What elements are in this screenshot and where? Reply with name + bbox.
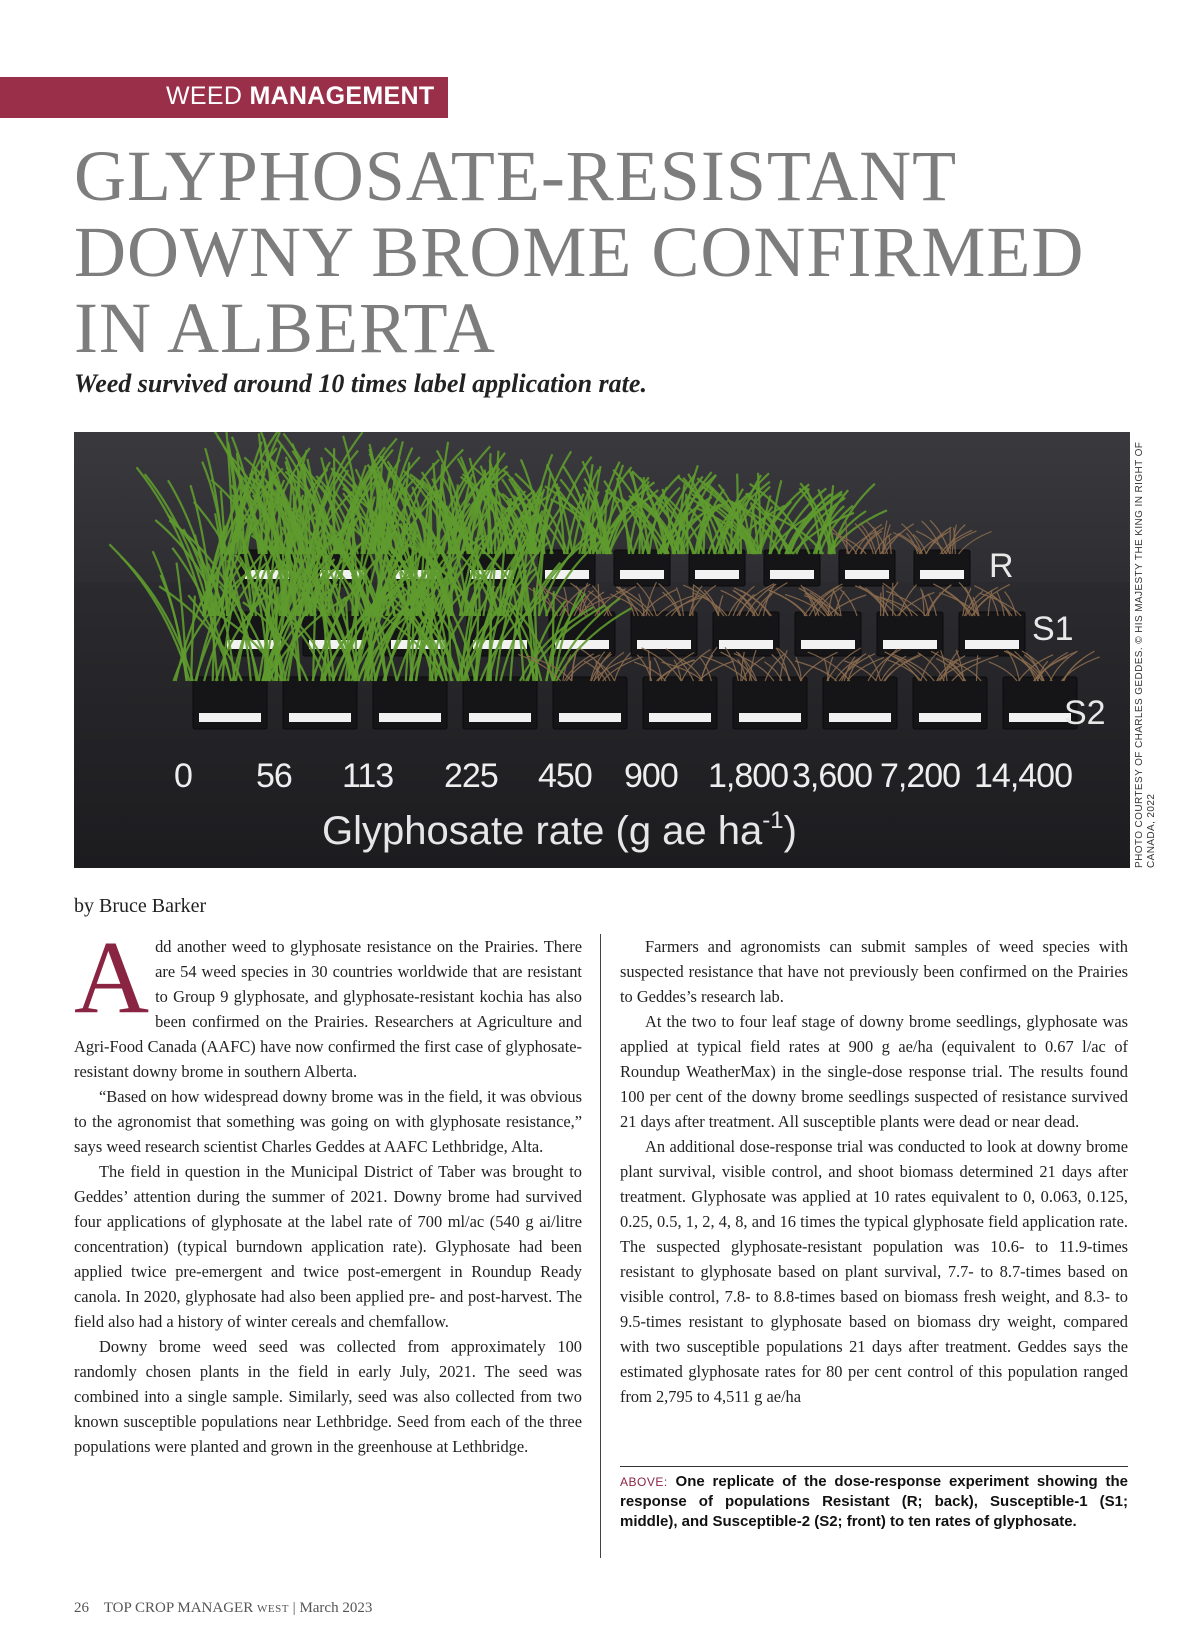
byline: by Bruce Barker — [74, 895, 207, 917]
plant-pot — [373, 677, 447, 729]
magazine-edition: WEST — [256, 1603, 289, 1615]
plant-pot — [733, 677, 807, 729]
caption-rule — [620, 1466, 1128, 1467]
rate-label: 3,600 — [792, 757, 873, 795]
article-column-right — [620, 934, 1128, 1409]
section-label-light: WEED — [166, 82, 250, 110]
article-column-left — [74, 920, 582, 1459]
photo-caption — [620, 1472, 1128, 1532]
rate-label: 1,800 — [708, 757, 789, 795]
headline: GLYPHOSATE-RESISTANT DOWNY BROME CONFIRMED IN ALBERTA — [74, 136, 1085, 368]
caption-text: One replicate of the dose-response experiment showing the response of populations Resistant (R; back), Susceptible-1 (S1; middle), and Susceptible-2 (S2; front) to ten rates of glyphosate. — [620, 1473, 1128, 1530]
axis-label-text: Glyphosate rate (g ae ha — [322, 809, 763, 853]
plant-pot — [713, 612, 779, 656]
plant-pot — [539, 550, 595, 586]
subhead: Weed survived around 10 times label application rate. — [74, 369, 647, 398]
rate-label: 14,400 — [974, 757, 1072, 795]
paragraph: Downy brome weed seed was collected from approximately 100 randomly chosen plants in the field in early July, 2021. The seed was combined into a single sample. Similarly, seed was also collected from two known susceptible populations near Lethbridge. Seed from each of the three populations were planted and grown in the greenhouse at Lethbridge. — [74, 1337, 582, 1456]
page-footer — [74, 1600, 372, 1617]
plant-pot — [914, 550, 970, 586]
plant-pot — [553, 677, 627, 729]
rate-label: 0 — [174, 757, 192, 795]
plant-pot — [877, 612, 943, 656]
axis-label — [322, 807, 797, 853]
rate-label: 225 — [444, 757, 498, 795]
rate-label: 56 — [256, 757, 292, 795]
plant-pot — [764, 550, 820, 586]
paragraph: The field in question in the Municipal District of Taber was brought to Geddes’ attention during the summer of 2021. Downy brome had survived four applications of glyphosate at the label rate of 700 ml/ac (540 g ai/litre concentration) (typical burndown application rate). Glyphosate had been applied twice pre-emergent and twice post-emergent in Roundup Ready canola. In 2020, glyphosate had also been applied pre- and post-harvest. The field also had a history of winter cereals and chemfallow. — [74, 1162, 582, 1331]
rate-label: 7,200 — [880, 757, 961, 795]
row-label-s2: S2 — [1064, 694, 1106, 732]
rate-label: 113 — [342, 757, 394, 795]
plant-pot — [959, 612, 1025, 656]
magazine-name: TOP CROP MANAGER — [103, 1600, 254, 1616]
paragraph: At the two to four leaf stage of downy brome seedlings, glyphosate was applied at typical field rates at 900 g ae/ha (equivalent to 0.67 l/ac of Roundup WeatherMax) in the single-dose response trial. The results found 100 per cent of the downy brome seedlings suspected of resistance survived 21 days after treatment. All susceptible plants were dead or near dead. — [620, 1012, 1128, 1131]
dead-seedlings — [893, 520, 992, 554]
footer-separator: | — [288, 1600, 300, 1616]
row-label-s1: S1 — [1032, 610, 1074, 648]
axis-label-superscript: -1 — [762, 807, 784, 834]
photo-credit: PHOTO COURTESY OF CHARLES GEDDES. © HIS MAJESTY THE KING IN RIGHT OF CANADA, 2022 — [1134, 441, 1157, 868]
issue-date: March 2023 — [299, 1600, 373, 1616]
page-number: 26 — [74, 1600, 89, 1616]
section-label-bold: MANAGEMENT — [249, 82, 435, 110]
paragraph: “Based on how widespread downy brome was in the field, it was obvious to the agronomist that something was going on with glyphosate resistance,” says weed research scientist Charles Geddes at AAFC Lethbridge, Alta. — [74, 1087, 582, 1156]
section-label — [166, 82, 434, 111]
feature-photo — [74, 432, 1130, 868]
photo-illustration — [74, 432, 1130, 868]
rate-label: 450 — [538, 757, 592, 795]
plant-pot — [283, 677, 357, 729]
plant-pot — [795, 612, 861, 656]
section-banner — [0, 77, 448, 118]
drop-cap: A — [74, 920, 150, 1035]
plant-pot — [913, 677, 987, 729]
row-label-r: R — [989, 547, 1014, 585]
plant-pot — [193, 677, 267, 729]
plant-pot — [689, 550, 745, 586]
plant-pot — [839, 550, 895, 586]
paragraph: Farmers and agronomists can submit samples of weed species with suspected resistance that have not previously been confirmed on the Prairies to Geddes’s research lab. — [620, 937, 1128, 1006]
column-divider — [600, 934, 601, 1558]
paragraph-text: dd another weed to glyphosate resistance on the Prairies. There are 54 weed species in 30 countries worldwide that are resistant to Group 9 glyphosate, and glyphosate-resistant kochia has also been confirmed on the Prairies. Researchers at Agriculture and Agri-Food Canada (AAFC) have now confirmed the first case of glyphosate-resistant downy brome in southern Alberta. — [74, 937, 582, 1081]
plant-pot — [614, 550, 670, 586]
plant-pot — [631, 612, 697, 656]
paragraph — [74, 920, 582, 1084]
plant-pot — [823, 677, 897, 729]
rate-label: 900 — [624, 757, 678, 795]
plant-pot — [463, 677, 537, 729]
caption-label: ABOVE: — [620, 1475, 668, 1489]
paragraph: An additional dose-response trial was conducted to look at downy brome plant survival, visible control, and shoot biomass determined 21 days after treatment. Glyphosate was applied at 10 rates equivalent to 0, 0.063, 0.125, 0.25, 0.5, 1, 2, 4, 8, and 16 times the typical glyphosate field application rate. The suspected glyphosate-resistant population was 10.6- to 11.9-times resistant to glyphosate based on plant survival, 7.7- to 8.7-times based on visible control, 7.8- to 8.8-times based on biomass fresh weight, and 8.3- to 9.5-times resistant to glyphosate based on biomass dry weight, compared with two susceptible populations 21 days after treatment. Geddes says the estimated glyphosate rates for 80 per cent control of this population ranged from 2,795 to 4,511 g ae/ha — [620, 1137, 1128, 1406]
plant-pot — [643, 677, 717, 729]
axis-label-close: ) — [783, 809, 797, 853]
